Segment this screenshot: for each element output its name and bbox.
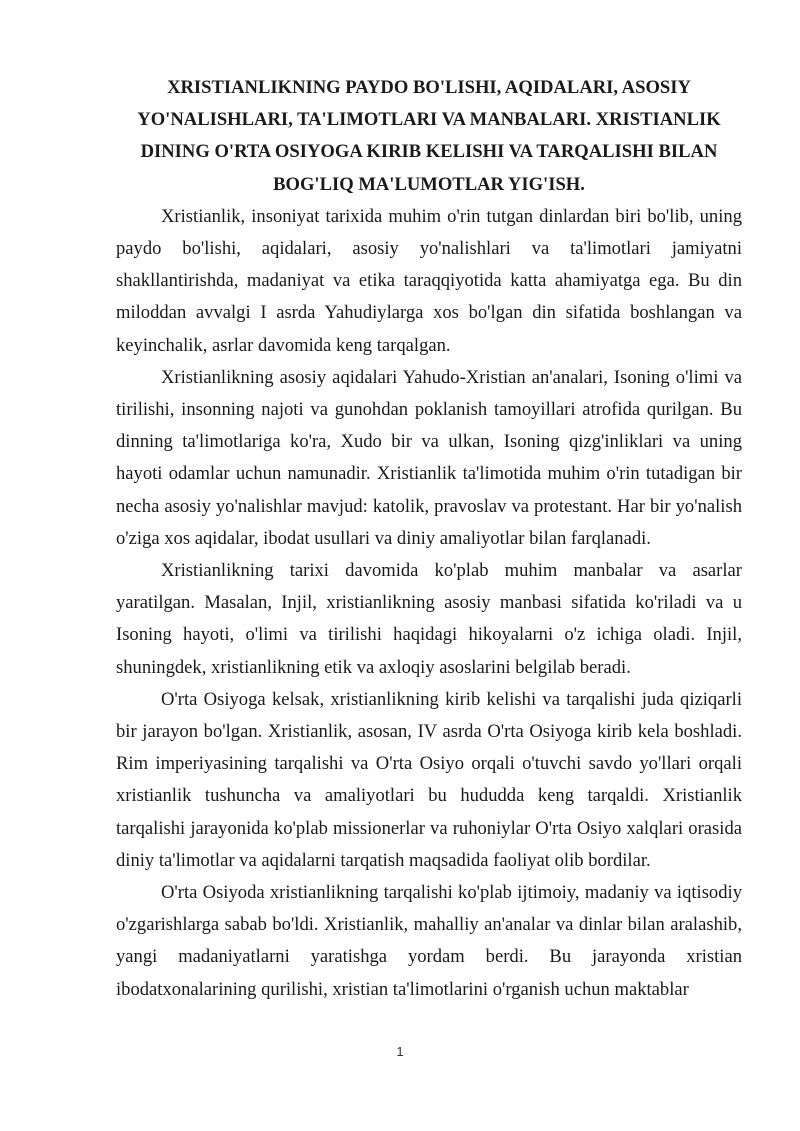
paragraph-1: Xristianlik, insoniyat tarixida muhim o'rin tutgan dinlardan biri bo'lib, uning paydo bo'lishi, aqidalari, asosiy yo'nalishlari va ta'limotlari jamiyatni shakllantirishda, madaniyat va etika taraqqiyotida katta ahamiyatga ega. Bu din miloddan avvalgi I asrda Yahudiylarga xos bo'lgan din sifatida boshlangan va keyinchalik, asrlar davomida keng tarqalgan. [116,205,742,356]
paragraph-4: O'rta Osiyoga kelsak, xristianlikning kirib kelishi va tarqalishi juda qiziqarli bir jarayon bo'lgan. Xristianlik, asosan, IV asrda O'rta Osiyoga kirib kela boshladi. Rim imperiyasining tarqalishi va O'rta Osiyo orqali o'tuvchi savdo yo'llari orqali xristianlik tushuncha va amaliyotlari bu hududda keng tarqaldi. Xristianlik tarqalishi jarayonida ko'plab missionerlar va ruhoniylar O'rta Osiyo xalqlari orasida diniy ta'limotlar va aqidalarni tarqatish maqsadida faoliyat olib bordilar. [116,688,742,871]
document-body [116,72,742,1006]
paragraph-2: Xristianlikning asosiy aqidalari Yahudo-Xristian an'analari, Isoning o'limi va tirilishi, insonning najoti va gunohdan poklanish tamoyillari atrofida qurilgan. Bu dinning ta'limotlariga ko'ra, Xudo bir va ulkan, Isoning qizg'inliklari va uning hayoti odamlar uchun namunadir. Xristianlik ta'limotida muhim o'rin tutadigan bir necha asosiy yo'nalishlar mavjud: katolik, pravoslav va protestant. Har bir yo'nalish o'ziga xos aqidalar, ibodat usullari va diniy amaliyotlar bilan farqlanadi. [116,366,742,549]
paragraph-5: O'rta Osiyoda xristianlikning tarqalishi ko'plab ijtimoiy, madaniy va iqtisodiy o'zgarishlarga sabab bo'ldi. Xristianlik, mahalliy an'analar va dinlar bilan aralashib, yangi madaniyatlarni yaratishga yordam berdi. Bu jarayonda xristian ibodatxonalarining qurilishi, xristian ta'limotlarini o'rganish uchun maktablar [116,882,742,1000]
document-title: XRISTIANLIKNING PAYDO BO'LISHI, AQIDALARI, ASOSIY YO'NALISHLARI, TA'LIMOTLARI VA MANBALARI. XRISTIANLIK DINING O'RTA OSIYOGA KIRIB KELISHI VA TARQALISHI BILAN BOG'LIQ MA'LUMOTLAR YIG'ISH. [137,77,721,195]
paragraph-3: Xristianlikning tarixi davomida ko'plab muhim manbalar va asarlar yaratilgan. Masalan, Injil, xristianlikning asosiy manbasi sifatida ko'riladi va u Isoning hayoti, o'limi va tirilishi haqidagi hikoyalarni o'z ichiga oladi. Injil, shuningdek, xristianlikning etik va axloqiy asoslarini belgilab beradi. [116,560,742,678]
page-number: 1 [396,1044,404,1059]
